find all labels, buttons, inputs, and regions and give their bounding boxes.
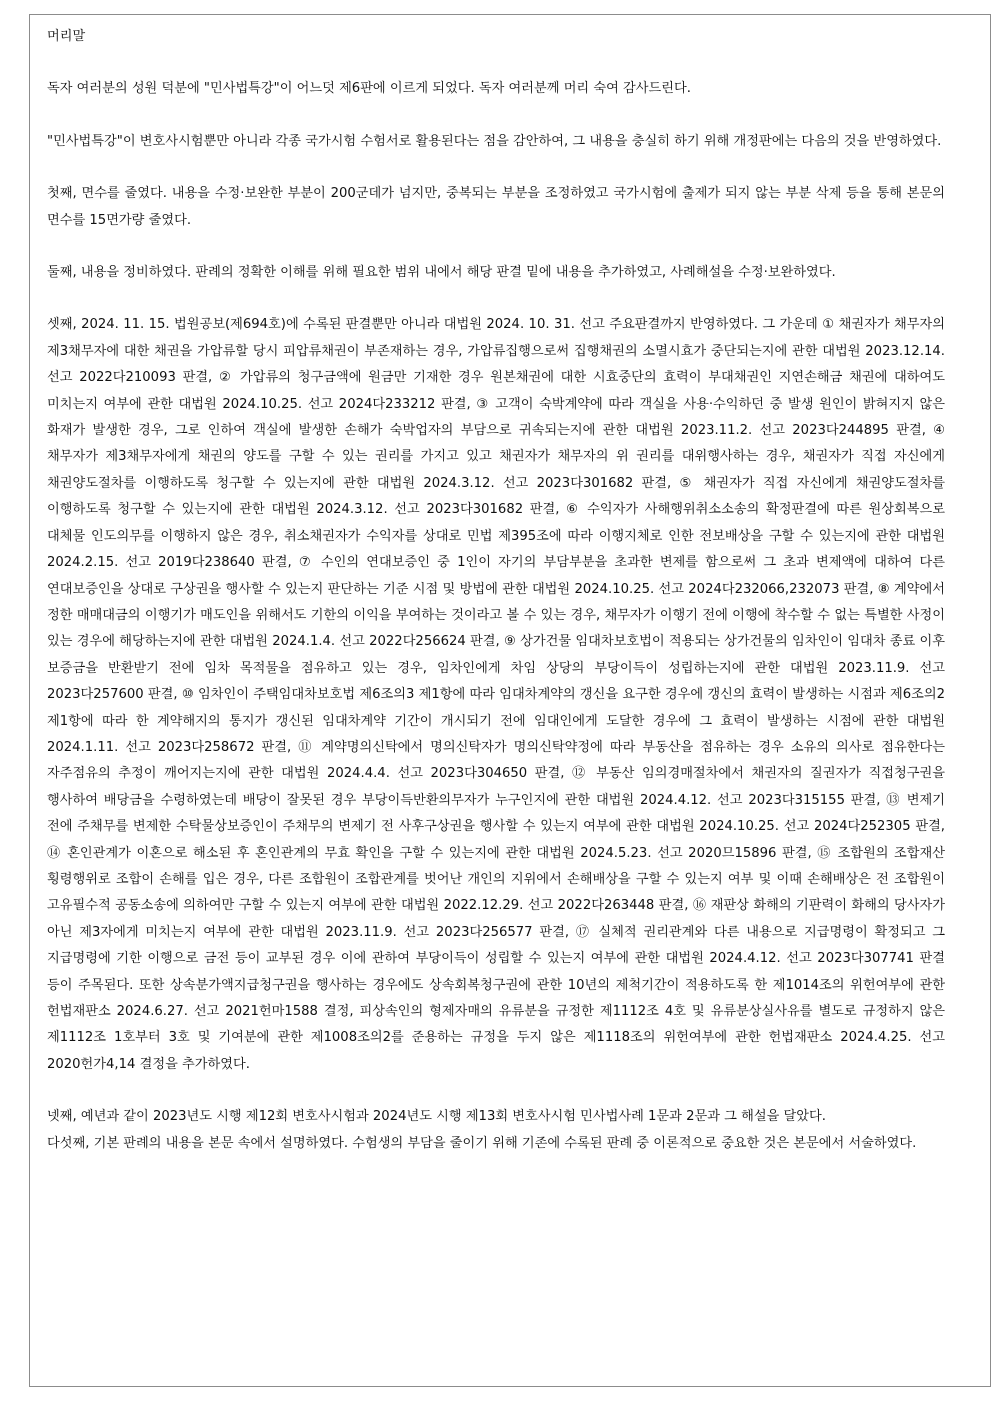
paragraph-second: 둘째, 내용을 정비하였다. 판례의 정확한 이해를 위해 필요한 범위 내에서 해당 판결 밑에 내용을 추가하였고, 사례해설을 수정·보완하였다. [47, 265, 836, 281]
paragraph-third: 셋째, 2024. 11. 15. 법원공보(제694호)에 수록된 판결뿐만 아니라 대법원 2024. 10. 31. 선고 주요판결까지 반영하였다. 그 가운데 ① 채권자가 채무자의 제3채무자에 대한 채권을 가압류할 당시 피압류채권이 부존재하는 경우, 가압류집행으로써 집행채권의 소멸시효가 중단되는지에 관한 대법원 2023.12.14. 선고 2022다210093 판결, ② 가압류의 청구금액에 원금만 기재한 경우 원본채권에 대한 시효중단의 효력이 부대채권인 지연손해금 채권에 대하여도 미치는지 여부에 관한 대법원 2024.10.25. 선고 2024다233212 판결, ③ 고객이 숙박계약에 따라 객실을 사용·수익하던 중 발생 원인이 밝혀지지 않은 화재가 발생한 경우, 그로 인하여 객실에 발생한 손해가 숙박업자의 부담으로 귀속되는지에 관한 대법원 2023.11.2. 선고 2023다244895 판결, ④ 채무자가 제3채무자에게 채권의 양도를 구할 수 있는 권리를 가지고 있고 채권자가 채무자의 위 권리를 대위행사하는 경우, 채권자가 직접 자신에게 채권양도절차를 이행하도록 청구할 수 있는지에 관한 대법원 2024.3.12. 선고 2023다301682 판결, ⑤ 채권자가 직접 자신에게 채권양도절차를 이행하도록 청구할 수 있는지에 관한 대법원 2024.3.12. 선고 2023다301682 판결, ⑥ 수익자가 사해행위취소소송의 확정판결에 따른 원상회복으로 대체물 인도의무를 이행하지 않은 경우, 취소채권자가 수익자를 상대로 민법 제395조에 따라 이행지체로 인한 전보배상을 구할 수 있는지에 관한 대법원 2024.2.15. 선고 2019다238640 판결, ⑦ 수인의 연대보증인 중 1인이 자기의 부담부분을 초과한 변제를 함으로써 그 초과 변제액에 대하여 다른 연대보증인을 상대로 구상권을 행사할 수 있는지 판단하는 기준 시점 및 방법에 관한 대법원 2024.10.25. 선고 2024다232066,232073 판결, ⑧ 계약에서 정한 매매대금의 이행기가 매도인을 위해서도 기한의 이익을 부여하는 것이라고 볼 수 있는 경우, 채무자가 이행기 전에 이행에 착수할 수 없는 특별한 사정이 있는 경우에 해당하는지에 관한 대법원 2024.1.4. 선고 2022다256624 판결, ⑨ 상가건물 임대차보호법이 적용되는 상가건물의 임차인이 임대차 종료 이후 보증금을 반환받기 전에 임차 목적물을 점유하고 있는 경우, 임차인에게 차임 상당의 부당이득이 성립하는지에 관한 대법원 2023.11.9. 선고 2023다257600 판결, ⑩ 임차인이 주택임대차보호법 제6조의3 제1항에 따라 임대차계약의 갱신을 요구한 경우에 갱신의 효력이 발생하는 시점과 제6조의2 제1항에 따라 한 계약해지의 통지가 갱신된 임대차계약 기간이 개시되기 전에 임대인에게 도달한 경우에 그 효력이 발생하는 시점에 관한 대법원 2024.1.11. 선고 2023다258672 판결, ⑪ 계약명의신탁에서 명의신탁자가 명의신탁약정에 따라 부동산을 점유하는 경우 소유의 의사로 점유한다는 자주점유의 추정이 깨어지는지에 관한 대법원 2024.4.4. 선고 2023다304650 판결, ⑫ 부동산 임의경매절차에서 채권자의 질권자가 직접청구권을 행사하여 배당금을 수령하였는데 배당이 잘못된 경우 부당이득반환의무자가 누구인지에 관한 대법원 2024.4.12. 선고 2023다315155 판결, ⑬ 변제기 전에 주채무를 변제한 수탁물상보증인이 주채무의 변제기 전 사후구상권을 행사할 수 있는지 여부에 관한 대법원 2024.10.25. 선고 2024다252305 판결, ⑭ 혼인관계가 이혼으로 해소된 후 혼인관계의 무효 확인을 구할 수 있는지에 관한 대법원 2024.5.23. 선고 2020므15896 판결, ⑮ 조합원의 조합재산 횡령행위로 조합이 손해를 입은 경우, 다른 조합원이 조합관계를 벗어난 개인의 지위에서 손해배상을 구할 수 있는지 여부 및 이때 손해배상은 전 조합원이 고유필수적 공동소송에 의하여만 구할 수 있는지 여부에 관한 대법원 2022.12.29. 선고 2022다263448 판결, ⑯ 재판상 화해의 기판력이 화해의 당사자가 아닌 제3자에게 미치는지 여부에 관한 대법원 2023.11.9. 선고 2023다256577 판결, ⑰ 실체적 권리관계와 다른 내용으로 지급명령이 확정되고 그 지급명령에 기한 이행으로 금전 등이 교부된 경우 이에 관하여 부당이득이 성립할 수 있는지 여부에 관한 대법원 2024.4.12. 선고 2023다307741 판결 등이 주목된다. 또한 상속분가액지급청구권을 행사하는 경우에도 상속회복청구권에 관한 10년의 제척기간이 적용하도록 한 제1014조의 위헌여부에 관한 헌법재판소 2024.6.27. 선고 2021헌마1588 결정, 피상속인의 형제자매의 유류분을 규정한 제1112조 4호 및 유류분상실사유를 별도로 규정하지 않은 제1112조 1호부터 3호 및 기여분에 관한 제1008조의2를 준용하는 규정을 두지 않은 제1118조의 위헌여부에 관한 헌법재판소 2024.4.25. 선고 2020헌가4,14 결정을 추가하였다. [47, 317, 945, 1072]
preface-body [47, 24, 945, 1157]
paragraph-first: 첫째, 면수를 줄였다. 내용을 수정·보완한 부분이 200군데가 넘지만, 중복되는 부분을 조정하였고 국가시험에 출제가 되지 않는 부분 삭제 등을 통해 본문의 면수를 15면가량 줄였다. [47, 186, 945, 228]
paragraph-intro: "민사법특강"이 변호사시험뿐만 아니라 각종 국가시험 수험서로 활용된다는 점을 감안하여, 그 내용을 충실히 하기 위해 개정판에는 다음의 것을 반영하였다. [47, 133, 942, 149]
paragraph-fifth: 다섯째, 기본 판례의 내용을 본문 속에서 설명하였다. 수험생의 부담을 줄이기 위해 기존에 수록된 판례 중 이론적으로 중요한 것은 본문에서 서술하였다. [47, 1135, 917, 1151]
paragraph-fourth: 넷째, 예년과 같이 2023년도 시행 제12회 변호사시험과 2024년도 시행 제13회 변호사시험 민사법사례 1문과 2문과 그 해설을 달았다. [47, 1109, 826, 1125]
paragraph-thanks: 독자 여러분의 성원 덕분에 "민사법특강"이 어느덧 제6판에 이르게 되었다. 독자 여러분께 머리 숙여 감사드린다. [47, 81, 691, 97]
preface-title: 머리말 [47, 29, 86, 44]
